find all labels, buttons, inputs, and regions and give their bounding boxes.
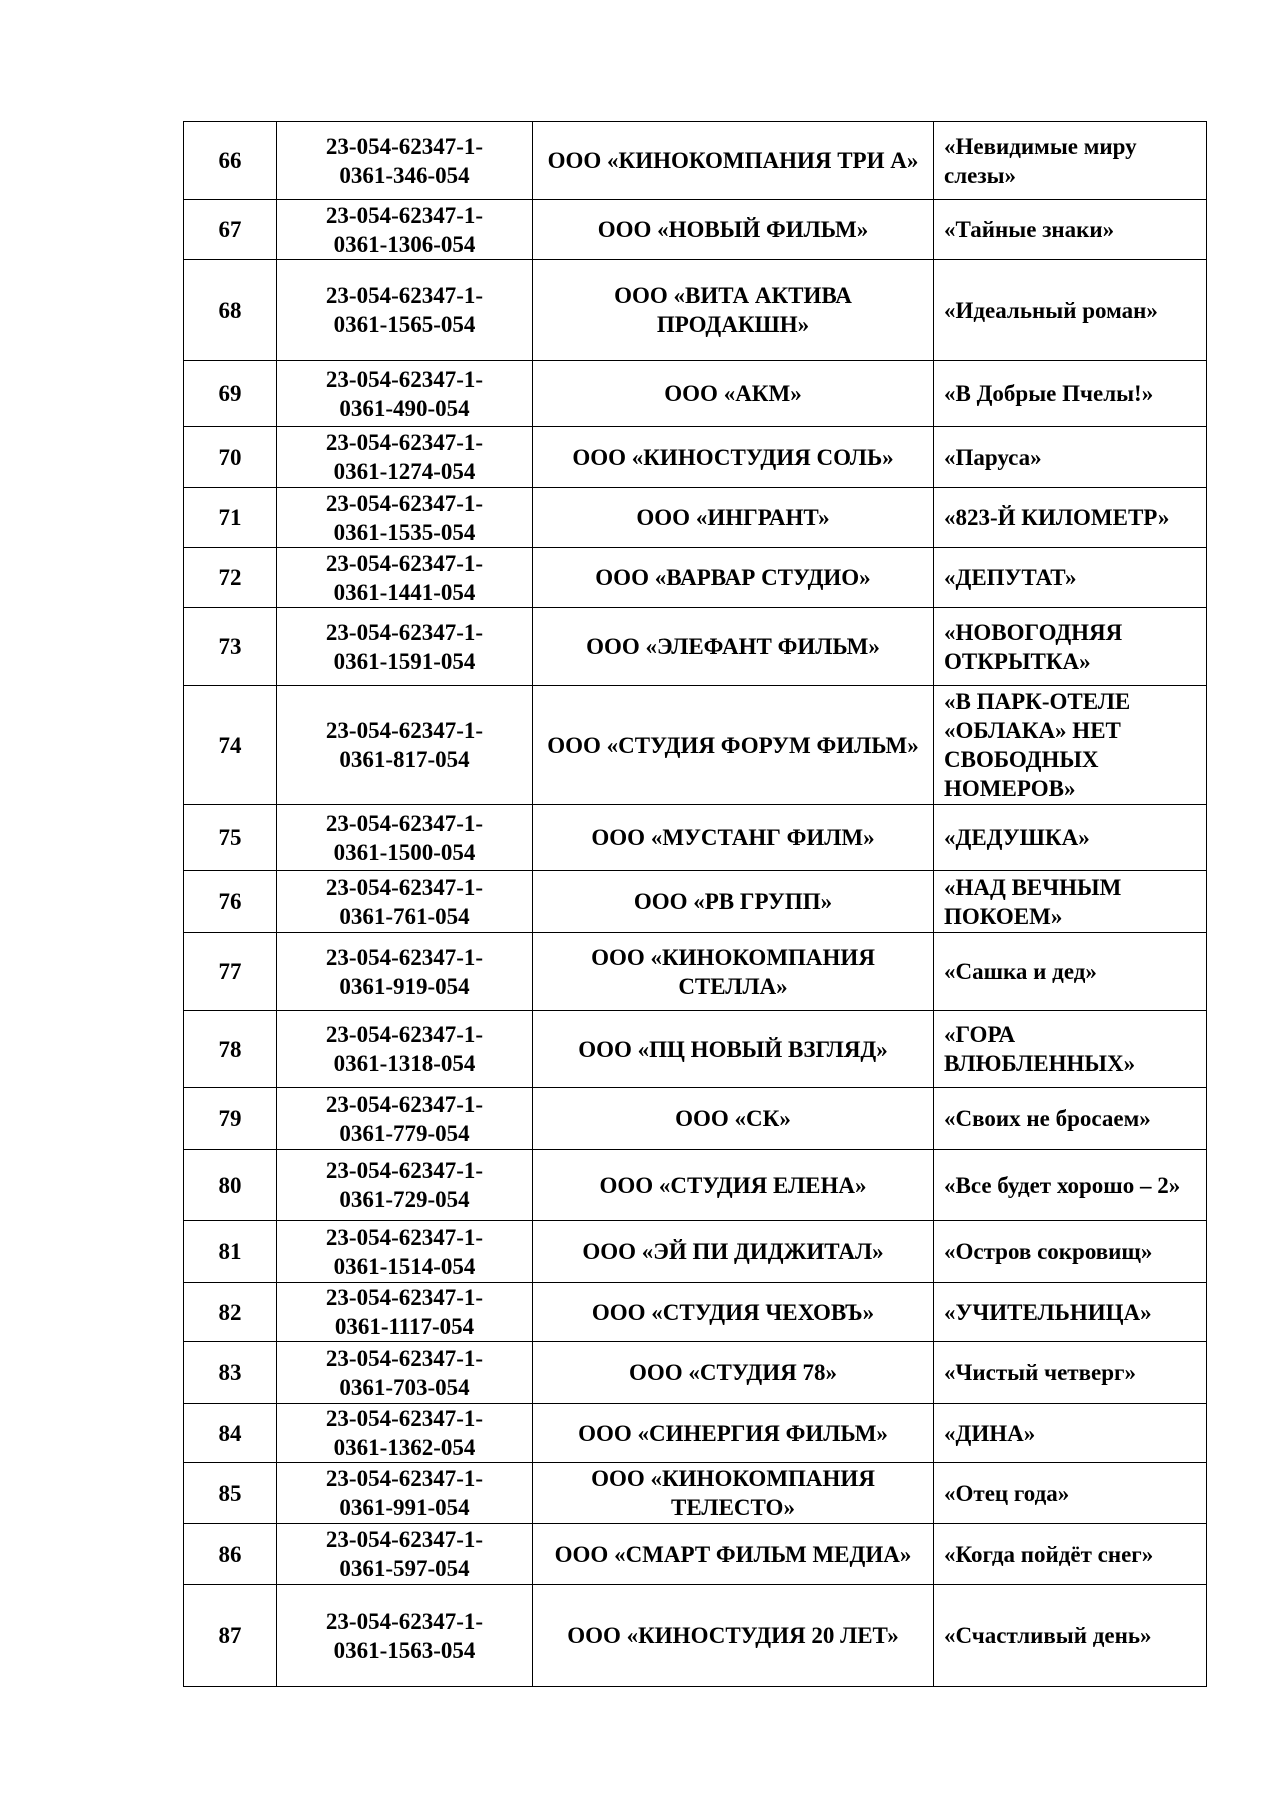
registration-number-part-1: 23-054-62347-1- (325, 1345, 484, 1371)
registration-number-part-1: 23-054-62347-1- (325, 1608, 484, 1634)
row-number: 71 (184, 488, 277, 548)
film-title: «ДИНА» (934, 1404, 1207, 1463)
film-title: «ГОРА ВЛЮБЛЕННЫХ» (934, 1011, 1207, 1088)
table-row (184, 1088, 1207, 1150)
table-row (184, 548, 1207, 608)
film-title: «Невидимые миру слезы» (934, 122, 1207, 200)
table-row (184, 1283, 1207, 1342)
row-number: 82 (184, 1283, 277, 1342)
row-number: 80 (184, 1150, 277, 1221)
row-number: 86 (184, 1524, 277, 1585)
registration-number (277, 200, 533, 260)
registration-number (277, 1585, 533, 1687)
organization-name: ООО «НОВЫЙ ФИЛЬМ» (533, 200, 934, 260)
organization-name: ООО «СИНЕРГИЯ ФИЛЬМ» (533, 1404, 934, 1463)
registration-number (277, 1011, 533, 1088)
registration-number-part-1: 23-054-62347-1- (325, 944, 484, 970)
table-row (184, 1342, 1207, 1404)
registration-number (277, 548, 533, 608)
row-number: 68 (184, 260, 277, 361)
organization-name: ООО «МУСТАНГ ФИЛМ» (533, 805, 934, 871)
registration-number (277, 122, 533, 200)
registration-number (277, 805, 533, 871)
film-title: «Сашка и дед» (934, 933, 1207, 1011)
registration-number-part-2: 0361-1500-054 (333, 839, 476, 865)
row-number: 85 (184, 1463, 277, 1524)
table-row (184, 361, 1207, 427)
organization-name: ООО «СТУДИЯ ЧЕХОВЪ» (533, 1283, 934, 1342)
table-row (184, 1221, 1207, 1283)
registration-number (277, 871, 533, 933)
table-row (184, 608, 1207, 686)
film-title: «НАД ВЕЧНЫМ ПОКОЕМ» (934, 871, 1207, 933)
registration-number (277, 1524, 533, 1585)
row-number: 83 (184, 1342, 277, 1404)
registration-number-part-1: 23-054-62347-1- (325, 550, 484, 576)
registration-number-part-1: 23-054-62347-1- (325, 874, 484, 900)
row-number: 74 (184, 686, 277, 805)
registration-number-part-2: 0361-1565-054 (333, 312, 476, 337)
registration-number-part-2: 0361-1514-054 (333, 1253, 476, 1279)
registration-number-part-2: 0361-1362-054 (333, 1435, 476, 1460)
registration-number-part-2: 0361-1441-054 (333, 579, 476, 605)
organization-name: ООО «ВИТА АКТИВА ПРОДАКШН» (533, 260, 934, 361)
organization-name: ООО «ЭЛЕФАНТ ФИЛЬМ» (533, 608, 934, 686)
row-number: 66 (184, 122, 277, 200)
registration-number-part-2: 0361-1306-054 (333, 231, 476, 257)
organization-name: ООО «СМАРТ ФИЛЬМ МЕДИА» (533, 1524, 934, 1585)
registry-table-body (184, 122, 1207, 1687)
registration-number (277, 1221, 533, 1283)
registration-number-part-2: 0361-991-054 (339, 1495, 470, 1520)
film-title: «Паруса» (934, 427, 1207, 488)
organization-name: ООО «СТУДИЯ ФОРУМ ФИЛЬМ» (533, 686, 934, 805)
row-number: 75 (184, 805, 277, 871)
registration-number (277, 1342, 533, 1404)
organization-name: ООО «КИНОКОМПАНИЯ ТЕЛЕСТО» (533, 1463, 934, 1524)
organization-name: ООО «СТУДИЯ 78» (533, 1342, 934, 1404)
organization-name: ООО «КИНОСТУДИЯ СОЛЬ» (533, 427, 934, 488)
table-row (184, 1150, 1207, 1221)
table-row (184, 871, 1207, 933)
registration-number-part-2: 0361-919-054 (339, 973, 470, 999)
registration-number (277, 427, 533, 488)
registration-number (277, 608, 533, 686)
registration-number-part-2: 0361-490-054 (339, 395, 470, 421)
table-row (184, 1585, 1207, 1687)
film-title: «Чистый четверг» (934, 1342, 1207, 1404)
film-title: «ДЕДУШКА» (934, 805, 1207, 871)
table-row (184, 1463, 1207, 1524)
organization-name: ООО «ПЦ НОВЫЙ ВЗГЛЯД» (533, 1011, 934, 1088)
registration-number (277, 1463, 533, 1524)
registration-number-part-2: 0361-346-054 (339, 162, 470, 188)
table-row (184, 427, 1207, 488)
film-title: «НОВОГОДНЯЯ ОТКРЫТКА» (934, 608, 1207, 686)
table-row (184, 260, 1207, 361)
table-row (184, 805, 1207, 871)
registration-number (277, 686, 533, 805)
registration-number-part-1: 23-054-62347-1- (325, 1285, 484, 1310)
table-row (184, 1404, 1207, 1463)
organization-name: ООО «КИНОКОМПАНИЯ СТЕЛЛА» (533, 933, 934, 1011)
registration-number (277, 260, 533, 361)
organization-name: ООО «КИНОКОМПАНИЯ ТРИ А» (533, 122, 934, 200)
film-title: «В Добрые Пчелы!» (934, 361, 1207, 427)
organization-name: ООО «ИНГРАНТ» (533, 488, 934, 548)
organization-name: ООО «АКМ» (533, 361, 934, 427)
row-number: 73 (184, 608, 277, 686)
organization-name: ООО «ВАРВАР СТУДИО» (533, 548, 934, 608)
table-row (184, 686, 1207, 805)
table-row (184, 200, 1207, 260)
registration-number-part-1: 23-054-62347-1- (325, 1158, 484, 1183)
table-row (184, 1011, 1207, 1088)
registration-number-part-1: 23-054-62347-1- (325, 430, 484, 455)
registration-number-part-2: 0361-597-054 (339, 1556, 470, 1581)
film-title: «УЧИТЕЛЬНИЦА» (934, 1283, 1207, 1342)
organization-name: ООО «СТУДИЯ ЕЛЕНА» (533, 1150, 934, 1221)
registration-number-part-2: 0361-779-054 (339, 1120, 470, 1146)
registration-number (277, 488, 533, 548)
registration-number-part-2: 0361-1318-054 (333, 1051, 476, 1076)
row-number: 69 (184, 361, 277, 427)
film-title: «Тайные знаки» (934, 200, 1207, 260)
registration-number-part-1: 23-054-62347-1- (325, 810, 484, 836)
film-title: «Счастливый день» (934, 1585, 1207, 1687)
registration-number (277, 1283, 533, 1342)
organization-name: ООО «РВ ГРУПП» (533, 871, 934, 933)
registration-number-part-2: 0361-729-054 (339, 1187, 470, 1212)
registration-number (277, 361, 533, 427)
registration-number-part-1: 23-054-62347-1- (325, 619, 484, 645)
registration-number-part-1: 23-054-62347-1- (325, 1224, 484, 1250)
table-row (184, 1524, 1207, 1585)
table-row (184, 122, 1207, 200)
registration-number-part-2: 0361-1535-054 (333, 519, 476, 545)
organization-name: ООО «КИНОСТУДИЯ 20 ЛЕТ» (533, 1585, 934, 1687)
registration-number-part-2: 0361-1274-054 (333, 459, 476, 484)
registration-number (277, 1150, 533, 1221)
table-row (184, 488, 1207, 548)
registration-number-part-1: 23-054-62347-1- (325, 366, 484, 392)
row-number: 67 (184, 200, 277, 260)
table-row (184, 933, 1207, 1011)
organization-name: ООО «СК» (533, 1088, 934, 1150)
row-number: 77 (184, 933, 277, 1011)
film-title: «Когда пойдёт снег» (934, 1524, 1207, 1585)
row-number: 79 (184, 1088, 277, 1150)
registration-number (277, 933, 533, 1011)
row-number: 78 (184, 1011, 277, 1088)
registry-table (183, 121, 1207, 1687)
registration-number (277, 1404, 533, 1463)
film-title: «В ПАРК-ОТЕЛЕ «ОБЛАКА» НЕТ СВОБОДНЫХ НОМЕРОВ» (934, 686, 1207, 805)
row-number: 84 (184, 1404, 277, 1463)
film-title: «ДЕПУТАТ» (934, 548, 1207, 608)
registration-number-part-1: 23-054-62347-1- (325, 1527, 484, 1552)
film-title: «Своих не бросаем» (934, 1088, 1207, 1150)
registration-number-part-2: 0361-1563-054 (333, 1637, 476, 1663)
film-title: «Отец года» (934, 1463, 1207, 1524)
registration-number-part-2: 0361-817-054 (339, 747, 470, 772)
registration-number-part-1: 23-054-62347-1- (325, 283, 484, 308)
registration-number-part-2: 0361-703-054 (339, 1374, 470, 1400)
organization-name: ООО «ЭЙ ПИ ДИДЖИТАЛ» (533, 1221, 934, 1283)
registration-number (277, 1088, 533, 1150)
registration-number-part-1: 23-054-62347-1- (325, 202, 484, 228)
registration-number-part-2: 0361-761-054 (339, 903, 470, 929)
row-number: 81 (184, 1221, 277, 1283)
registration-number-part-1: 23-054-62347-1- (325, 1091, 484, 1117)
registration-number-part-1: 23-054-62347-1- (325, 133, 484, 159)
film-title: «823-Й КИЛОМЕТР» (934, 488, 1207, 548)
row-number: 76 (184, 871, 277, 933)
film-title: «Идеальный роман» (934, 260, 1207, 361)
film-title: «Все будет хорошо – 2» (934, 1150, 1207, 1221)
registration-number-part-2: 0361-1591-054 (333, 648, 476, 674)
registration-number-part-2: 0361-1117-054 (334, 1314, 475, 1339)
row-number: 70 (184, 427, 277, 488)
registration-number-part-1: 23-054-62347-1- (325, 1022, 484, 1047)
row-number: 72 (184, 548, 277, 608)
registration-number-part-1: 23-054-62347-1- (325, 718, 484, 743)
row-number: 87 (184, 1585, 277, 1687)
film-title: «Остров сокровищ» (934, 1221, 1207, 1283)
registration-number-part-1: 23-054-62347-1- (325, 1466, 484, 1491)
registration-number-part-1: 23-054-62347-1- (325, 490, 484, 516)
registration-number-part-1: 23-054-62347-1- (325, 1406, 484, 1431)
